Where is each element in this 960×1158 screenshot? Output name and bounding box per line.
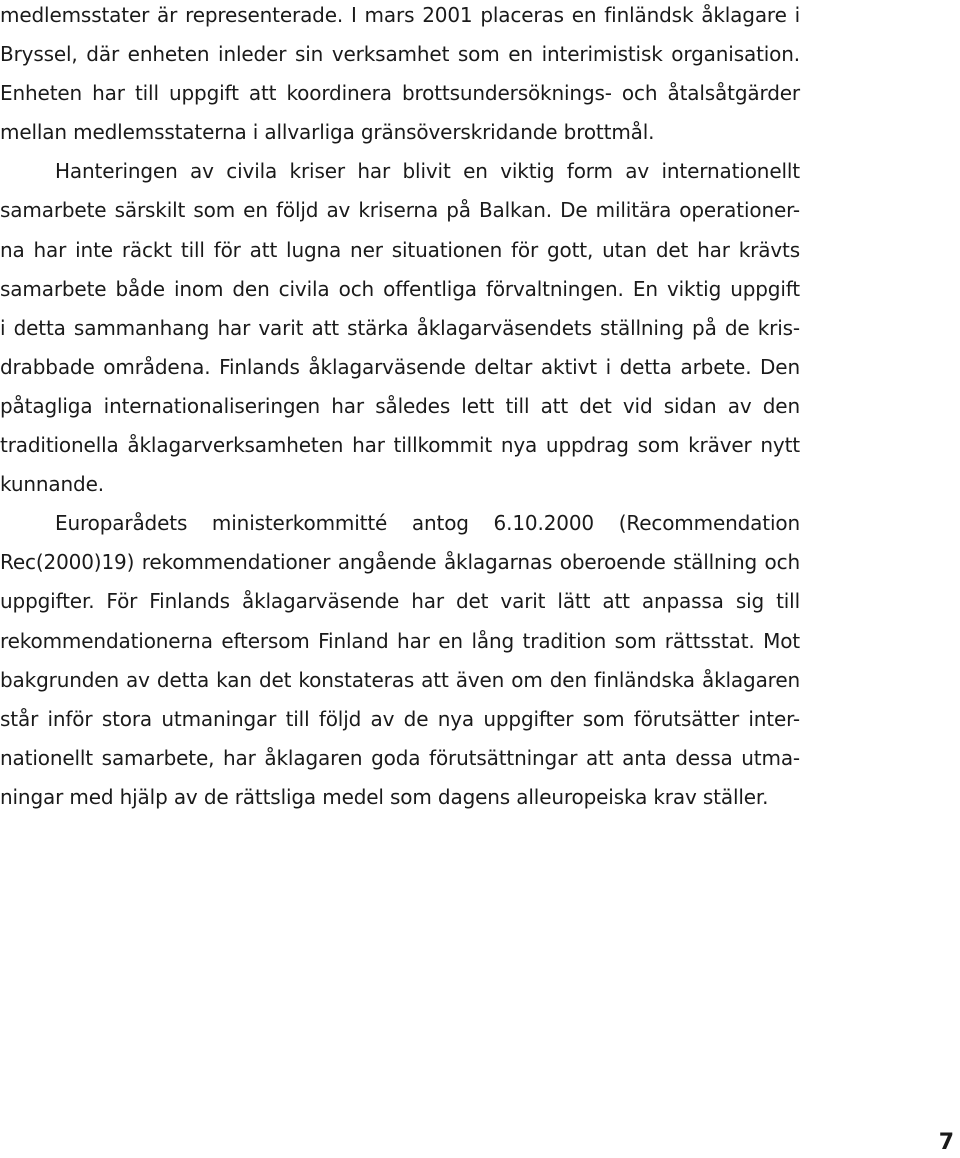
- paragraph-1: [0, 0, 800, 152]
- text-line: Bryssel, där enheten inleder sin verksamhet som en interimistisk organisation.: [0, 42, 800, 67]
- text-line: kunnande.: [0, 472, 104, 497]
- text-line: samarbete särskilt som en följd av kriserna på Balkan. De militära operationer-: [0, 198, 800, 223]
- text-line: Europarådets ministerkommitté antog 6.10.2000 (Recommendation: [55, 511, 800, 536]
- text-line: ningar med hjälp av de rättsliga medel som dagens alleuropeiska krav ställer.: [0, 784, 769, 809]
- text-line: påtagliga internationaliseringen har således lett till att det vid sidan av den: [0, 393, 800, 418]
- text-line: bakgrunden av detta kan det konstateras att även om den finländska åklagaren: [0, 667, 800, 692]
- text-line: i detta sammanhang har varit att stärka åklagarväsendets ställning på de kris-: [0, 315, 800, 340]
- paragraph-3: [0, 504, 800, 817]
- text-line: nationellt samarbete, har åklagaren goda förutsättningar att anta dessa utma-: [0, 745, 800, 770]
- text-line: Rec(2000)19) rekommendationer angående åklagarnas oberoende ställning och: [0, 550, 800, 575]
- text-line: Enheten har till uppgift att koordinera brottsundersöknings- och åtalsåtgärder: [0, 81, 800, 106]
- page-number: 7: [938, 1130, 954, 1155]
- text-line: uppgifter. För Finlands åklagarväsende har det varit lätt att anpassa sig till: [0, 589, 800, 614]
- text-line: na har inte räckt till för att lugna ner situationen för gott, utan det har krävts: [0, 237, 800, 262]
- text-line: rekommendationerna eftersom Finland har en lång tradition som rättsstat. Mot: [0, 628, 800, 653]
- paragraph-2: [0, 152, 800, 504]
- text-line: Hanteringen av civila kriser har blivit en viktig form av internationellt: [55, 159, 800, 184]
- text-line: mellan medlemsstaterna i allvarliga gränsöverskridande brottmål.: [0, 120, 655, 145]
- text-line: medlemsstater är representerade. I mars 2001 placeras en finländsk åklagare i: [0, 3, 800, 27]
- text-line: samarbete både inom den civila och offentliga förvaltningen. En viktig uppgift: [0, 276, 800, 301]
- text-line: traditionella åklagarverksamheten har tillkommit nya uppdrag som kräver nytt: [0, 433, 800, 458]
- text-line: drabbade områdena. Finlands åklagarväsende deltar aktivt i detta arbete. Den: [0, 354, 800, 379]
- text-line: står inför stora utmaningar till följd av de nya uppgifter som förutsätter inter-: [0, 706, 800, 731]
